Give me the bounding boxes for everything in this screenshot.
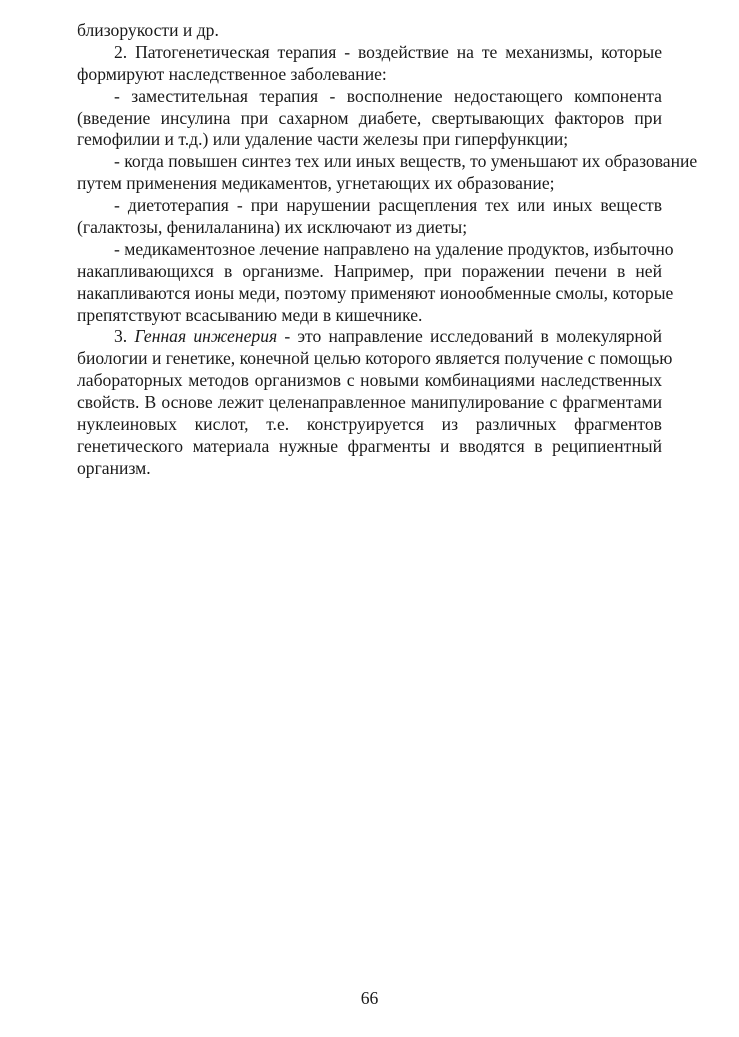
text-line: формируют наследственное заболевание: <box>77 63 387 84</box>
text-line: - когда повышен синтез тех или иных веществ, то уменьшают их образование <box>114 151 698 172</box>
text-line: препятствуют всасыванию меди в кишечнике. <box>77 304 423 325</box>
text-line: близорукости и др. <box>77 20 219 40</box>
text-line: (галактозы, фенилаланина) их исключают из диеты; <box>77 217 468 238</box>
text-line: лабораторных методов организмов с новыми комбинациями наследственных <box>77 370 662 391</box>
definition-start: - это направление исследований в молекулярной <box>284 326 662 347</box>
text-line: - диетотерапия - при нарушении расщепления тех или иных веществ <box>114 195 662 216</box>
text-line: - заместительная терапия - восполнение недостающего компонента <box>114 85 662 106</box>
text-line: гемофилии и т.д.) или удаление части железы при гиперфункции; <box>77 129 569 150</box>
text-line: накапливаются ионы меди, поэтому применяют ионообменные смолы, которые <box>77 282 674 303</box>
text-line: - медикаментозное лечение направлено на удаление продуктов, избыточно <box>114 238 674 259</box>
section-number: 3. <box>114 326 128 347</box>
text-line: нуклеиновых кислот, т.е. конструируется из различных фрагментов <box>77 414 662 435</box>
genetic-engineering-line <box>77 326 662 348</box>
text-line: путем применения медикаментов, угнетающих их образование; <box>77 173 555 194</box>
term-genetic-engineering: Генная инженерия <box>134 326 278 347</box>
text-line: свойств. В основе лежит целенаправленное манипулирование с фрагментами <box>77 392 662 413</box>
text-line: 2. Патогенетическая терапия - воздействие на те механизмы, которые <box>114 41 662 62</box>
text-line: организм. <box>77 457 151 478</box>
text-line: генетического материала нужные фрагменты и вводятся в реципиентный <box>77 435 662 456</box>
text-line: биологии и генетике, конечной целью которого является получение с помощью <box>77 348 673 369</box>
document-body <box>77 20 698 480</box>
text-line: накапливающихся в организме. Например, при поражении печени в ней <box>77 260 662 281</box>
text-line: (введение инсулина при сахарном диабете, свертывающих факторов при <box>77 107 662 128</box>
page-number: 66 <box>360 988 379 1008</box>
